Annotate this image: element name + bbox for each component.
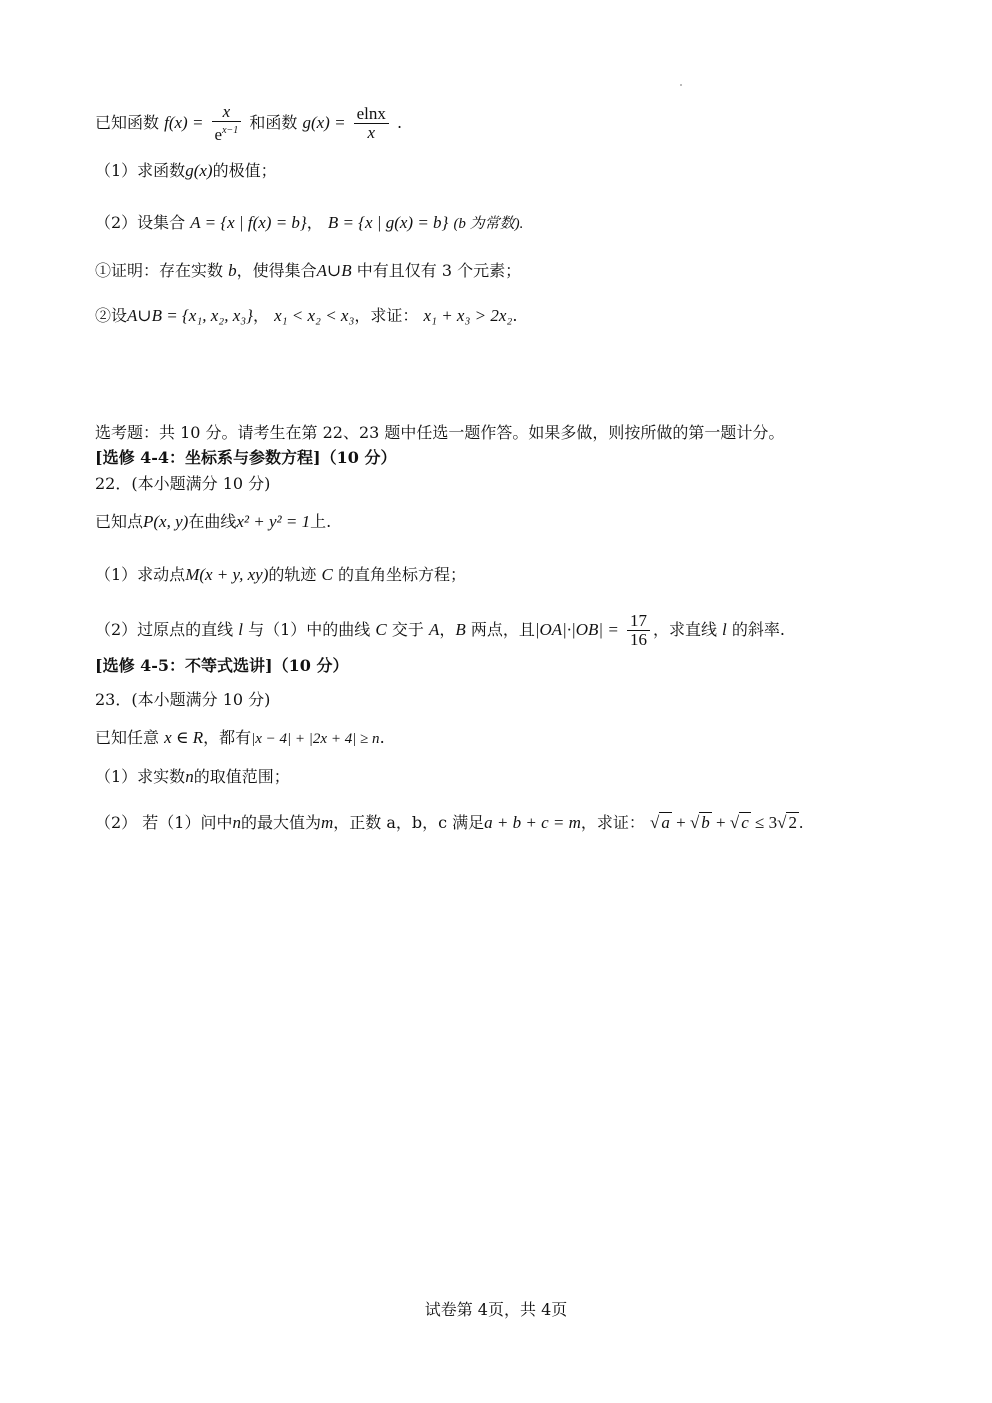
- sqrt-inequality: √ a + √ b + √ c ≤ 3√ 2 .: [650, 813, 804, 832]
- g-of-x: g(x): [185, 161, 213, 180]
- circle-eq: x² + y² = 1: [236, 512, 311, 531]
- fraction-17-16: $\frac{17}{16}$: [627, 612, 650, 649]
- q22-title: 22．(本小题满分 10 分): [95, 474, 271, 493]
- q21-sub1: ①证明：存在实数 b，使得集合A∪B 中有且仅有 3 个元素；: [95, 261, 522, 280]
- g-fraction: [354, 105, 389, 142]
- g-lhs: g(x) =: [302, 113, 346, 132]
- q23-part1: （1）求实数n的取值范围；: [95, 767, 290, 786]
- q23-part2: （2） 若（1）问中n的最大值为m，正数 a，b，c 满足a + b + c = m，求证： √ a + √ b + √ c ≤ 3√ 2 .: [95, 813, 804, 832]
- q22-intro: 已知点P(x, y)在曲线x² + y² = 1上.: [95, 512, 332, 531]
- q22-part2: （2）过原点的直线 l 与（1）中的曲线 C 交于 A，B 两点，且|OA|·|OB| = $\frac{17}{16}$ ，求直线 l 的斜率.: [95, 611, 785, 649]
- g-numerator: elnx: [354, 105, 389, 124]
- section-44-heading: [选修 4-4：坐标系与参数方程]（10 分）: [95, 448, 397, 467]
- product-expr: |OA|·|OB| =: [534, 620, 619, 639]
- elective-heading: 选考题：共 10 分。请考生在第 22、23 题中任选一题作答。如果多做，则按所做的第一题计分。: [95, 423, 785, 442]
- q21-part2: （2）设集合 A = {x | f(x) = b}， B = {x | g(x) = b} (b 为常数).: [95, 213, 524, 232]
- q23-intro: 已知任意 x ∈ R，都有|x − 4| + |2x + 4| ≥ n.: [95, 728, 385, 747]
- f-fraction: [212, 103, 242, 144]
- text: 和函数: [249, 113, 298, 132]
- f-lhs: f(x) =: [164, 113, 204, 132]
- page-footer: 试卷第 4页，共 4页: [424, 1300, 568, 1319]
- set-a: A = {x | f(x) = b}: [190, 213, 307, 232]
- q21-intro: 已知函数 f(x) = $\frac{x}{e^{x-1}}$ 和函数 g(x) = $\frac{elnx}{x}$ .: [95, 102, 403, 144]
- union-set: A∪B = {x₁, x₂, x₃}: [127, 306, 253, 325]
- sum-eq: a + b + c = m: [484, 813, 581, 832]
- q21-sub2: ②设A∪B = {x₁, x₂, x₃}， x₁ < x₂ < x₃，求证： x₁ + x₃ > 2x₂.: [95, 306, 518, 325]
- q21-part1: （1）求函数g(x)的极值；: [95, 161, 277, 180]
- ineq-expr: x₁ + x₃ > 2x₂: [423, 306, 513, 325]
- union-expr: A∪B: [316, 261, 352, 280]
- f-numerator: x: [212, 103, 242, 122]
- section-45-heading: [选修 4-5：不等式选讲]（10 分）: [95, 656, 349, 675]
- q23-title: 23．(本小题满分 10 分): [95, 690, 271, 709]
- order-expr: x₁ < x₂ < x₃: [274, 306, 355, 325]
- g-denominator: x: [367, 123, 376, 142]
- q22-part1: （1）求动点M(x + y, xy)的轨迹 C 的直角坐标方程；: [95, 565, 466, 584]
- set-b: B = {x | g(x) = b}: [327, 213, 449, 232]
- scan-speck: [680, 84, 682, 86]
- f-denominator: $e^{x-1}$: [214, 125, 239, 144]
- abs-ineq: |x − 4| + |2x + 4| ≥ n: [251, 731, 380, 747]
- text: 已知函数: [95, 113, 160, 132]
